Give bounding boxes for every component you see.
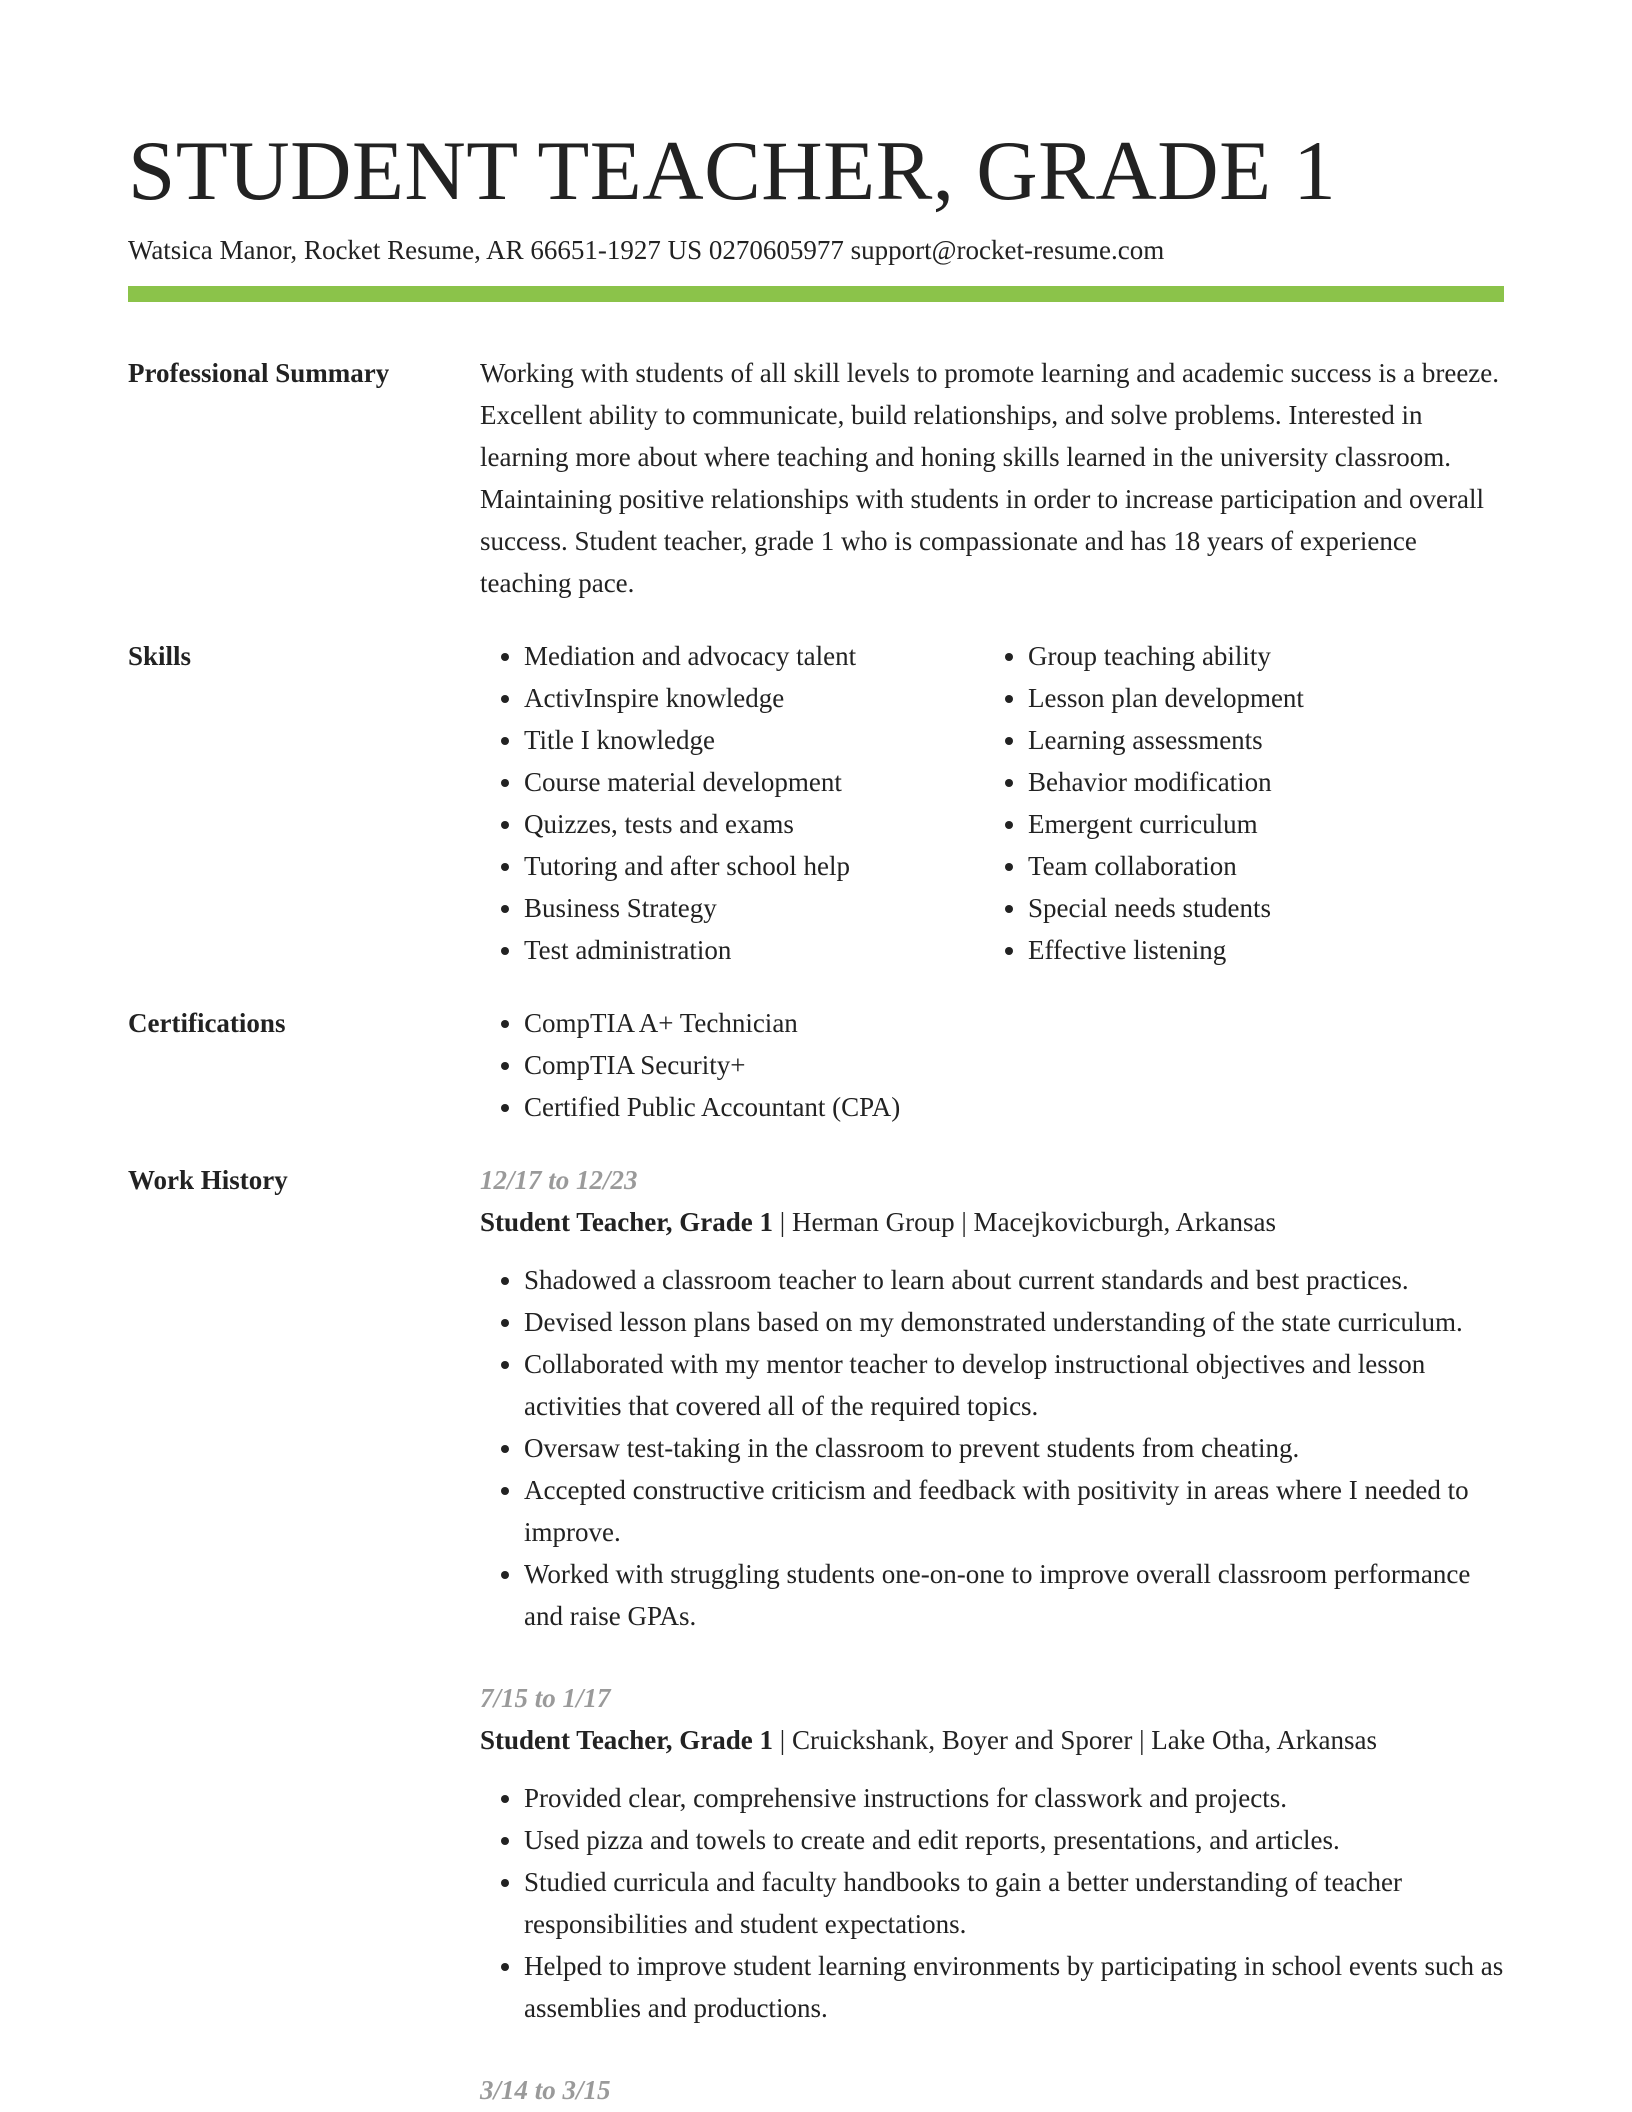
skills-column-1	[480, 635, 984, 971]
skill-item: • Business Strategy	[524, 887, 984, 929]
summary-label: Professional Summary	[128, 358, 390, 388]
skill-item: • Emergent curriculum	[1028, 803, 1488, 845]
job-bullet: • Studied curricula and faculty handbooks to gain a better understanding of teacher responsibilities and student expectations.	[524, 1861, 1504, 1945]
job-employer-location: | Herman Group | Macejkovicburgh, Arkansas	[773, 1207, 1276, 1237]
skill-item: • Effective listening	[1028, 929, 1488, 971]
skills-column-2	[984, 635, 1488, 971]
work-history-body	[480, 1159, 1504, 2111]
certifications-section	[128, 1002, 1504, 1128]
skill-item: • Mediation and advocacy talent	[524, 635, 984, 677]
candidate-name: STUDENT TEACHER, GRADE 1	[128, 124, 1337, 218]
certification-item: • CompTIA A+ Technician	[524, 1002, 1504, 1044]
skill-item: • Course material development	[524, 761, 984, 803]
job-bullet: • Devised lesson plans based on my demonstrated understanding of the state curriculum.	[524, 1301, 1504, 1343]
contact-line: Watsica Manor, Rocket Resume, AR 66651-1927 US 0270605977 support@rocket-resume.com	[128, 235, 1165, 265]
resume-page	[128, 0, 1504, 2111]
skill-item: • Group teaching ability	[1028, 635, 1488, 677]
skill-item: • Team collaboration	[1028, 845, 1488, 887]
job-bullet: • Provided clear, comprehensive instructions for classwork and projects.	[524, 1777, 1504, 1819]
job-heading	[480, 1201, 1504, 1243]
skill-item: • ActivInspire knowledge	[524, 677, 984, 719]
job-bullet: • Helped to improve student learning environments by participating in school events such as assemblies and productions.	[524, 1945, 1504, 2029]
certifications-list	[480, 1002, 1504, 1128]
job-dates: 12/17 to 12/23	[480, 1165, 638, 1195]
work-history-label: Work History	[128, 1165, 288, 1195]
skill-item: • Special needs students	[1028, 887, 1488, 929]
job-bullet: • Shadowed a classroom teacher to learn about current standards and best practices.	[524, 1259, 1504, 1301]
work-history-section	[128, 1159, 1504, 2111]
job-entry	[480, 1677, 1504, 2029]
summary-text: Working with students of all skill levels to promote learning and academic success is a breeze. Excellent ability to communicate, build relationships, and solve problems. Interested in learning more about where teaching and honing skills learned in the university classroom. Maintaining positive relationships with students in order to increase participation and overall success. Student teacher, grade 1 who is compassionate and has 18 years of experience teaching pace.	[480, 358, 1500, 598]
job-title: Student Teacher, Grade 1	[480, 1207, 774, 1237]
job-bullet: • Oversaw test-taking in the classroom to prevent students from cheating.	[524, 1427, 1504, 1469]
skill-item: • Test administration	[524, 929, 984, 971]
job-bullet: • Collaborated with my mentor teacher to develop instructional objectives and lesson activities that covered all of the required topics.	[524, 1343, 1504, 1427]
summary-section	[128, 352, 1504, 604]
certifications-body	[480, 1002, 1504, 1128]
job-entry	[480, 1159, 1504, 1637]
skill-item: • Tutoring and after school help	[524, 845, 984, 887]
skills-body	[480, 635, 1504, 971]
skill-item: • Title I knowledge	[524, 719, 984, 761]
skill-item: • Learning assessments	[1028, 719, 1488, 761]
job-dates: 3/14 to 3/15	[480, 2075, 611, 2105]
certification-item: • CompTIA Security+	[524, 1044, 1504, 1086]
job-bullet: • Used pizza and towels to create and edit reports, presentations, and articles.	[524, 1819, 1504, 1861]
job-bullet: • Accepted constructive criticism and feedback with positivity in areas where I needed to improve.	[524, 1469, 1504, 1553]
job-employer-location: | Cruickshank, Boyer and Sporer | Lake Otha, Arkansas	[773, 1725, 1377, 1755]
job-bullet: • Worked with struggling students one-on-one to improve overall classroom performance and raise GPAs.	[524, 1553, 1504, 1637]
job-bullets	[480, 1259, 1504, 1637]
summary-body	[480, 352, 1504, 604]
job-title: Student Teacher, Grade 1	[480, 1725, 774, 1755]
skill-item: • Quizzes, tests and exams	[524, 803, 984, 845]
job-heading	[480, 1719, 1504, 1761]
skill-item: • Behavior modification	[1028, 761, 1488, 803]
job-entry	[480, 2069, 1504, 2111]
certifications-label: Certifications	[128, 1008, 286, 1038]
certification-item: • Certified Public Accountant (CPA)	[524, 1086, 1504, 1128]
skill-item: • Lesson plan development	[1028, 677, 1488, 719]
skills-label: Skills	[128, 641, 192, 671]
skills-section	[128, 635, 1504, 971]
header-divider	[128, 286, 1504, 302]
job-bullets	[480, 1777, 1504, 2029]
job-dates: 7/15 to 1/17	[480, 1683, 611, 1713]
